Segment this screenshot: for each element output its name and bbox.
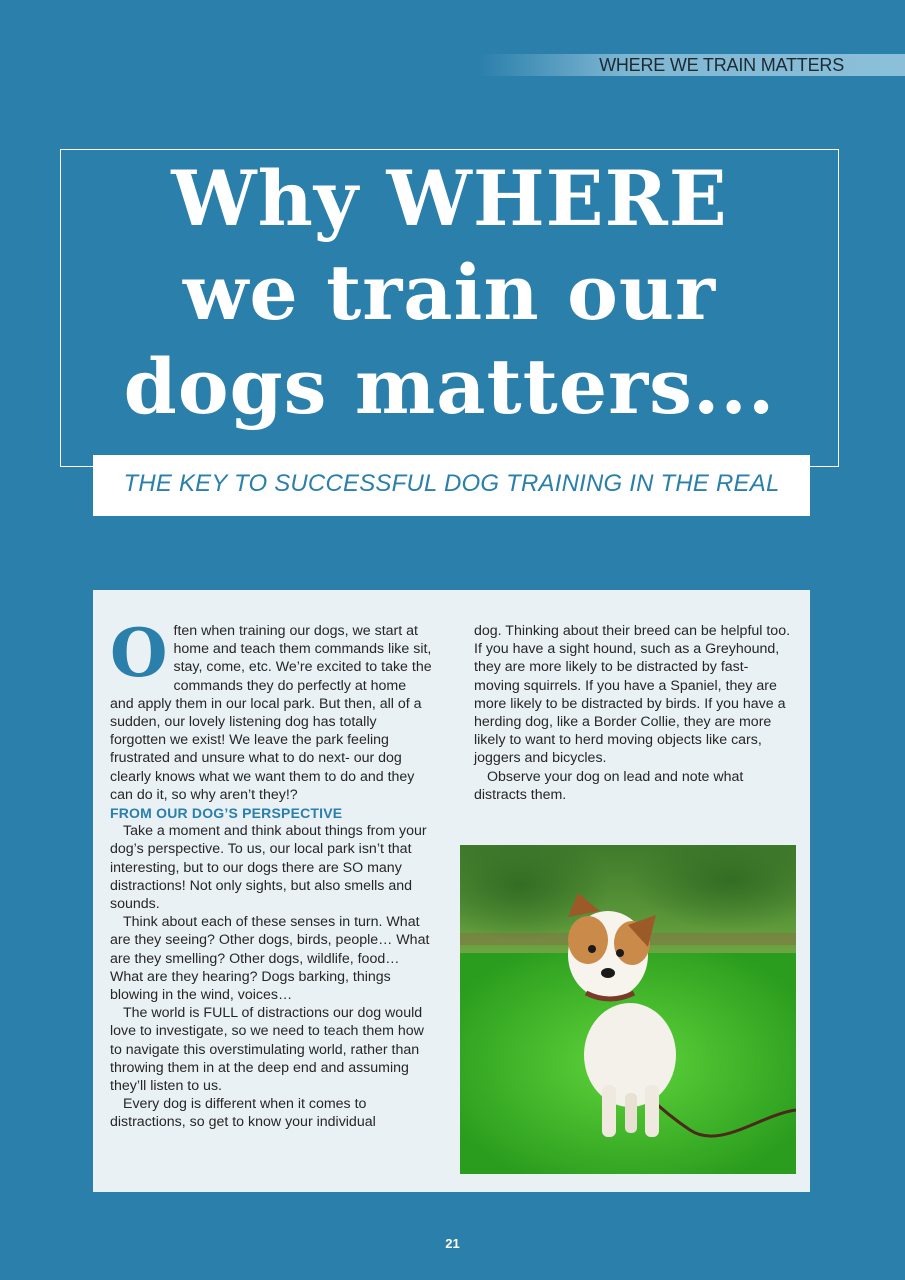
page-title xyxy=(60,152,839,434)
page-number: 21 xyxy=(445,1236,460,1251)
title-line-2: we train our xyxy=(182,248,717,337)
section-label-tab xyxy=(478,54,905,76)
body-paragraph-6: Observe your dog on lead and note what distracts them. xyxy=(474,768,744,803)
title-line-1: Why WHERE xyxy=(171,154,728,243)
body-paragraph-4: Every dog is different when it comes to distractions, so get to know your individual xyxy=(110,1096,376,1131)
intro-paragraph xyxy=(110,614,433,804)
article-column-right xyxy=(474,622,792,804)
subtitle: THE KEY TO SUCCESSFUL DOG TRAINING IN THE REAL xyxy=(123,470,780,497)
body-paragraph-1: Take a moment and think about things from your dog’s perspective. To us, our local park isn’t that interesting, but to our dogs there are SO many distractions! Not only sights, but also smells and sounds. xyxy=(110,823,427,913)
subtitle-banner xyxy=(93,455,810,516)
section-subheading: FROM OUR DOG’S PERSPECTIVE xyxy=(110,805,343,822)
title-line-3: dogs matters... xyxy=(123,342,776,431)
dog-photo-illustration xyxy=(460,845,796,1174)
intro-text: ften when training our dogs, we start at home and teach them commands like sit, stay, come, etc. We’re excited to take the commands they do perfectly at home and apply them in our local park. But then, all of a sudden, our lovely listening dog has totally forgotten we exist! We leave the park feeling frustrated and unsure what to do next- our dog clearly knows what we want them to do and they can do it, so why aren’t they!? xyxy=(110,623,432,803)
article-column-left xyxy=(110,614,433,1132)
body-paragraph-5: dog. Thinking about their breed can be helpful too. If you have a sight hound, such as a Greyhound, they are more likely to be distracted by fast-moving squirrels. If you have a Spaniel, they are more likely to be distracted by birds. If you have a herding dog, like a Border Collie, they are more likely to want to herd moving objects like cars, joggers and bicycles. xyxy=(474,623,791,767)
body-paragraph-2: Think about each of these senses in turn. What are they seeing? Other dogs, birds, people… What are they smelling? Other dogs, wildlife, food… What are they hearing? Dogs barking, things blowing in the wind, voices… xyxy=(110,914,430,1004)
drop-cap: O xyxy=(110,614,168,692)
dog-photo xyxy=(460,845,796,1174)
body-paragraph-3: The world is FULL of distractions our dog would love to investigate, so we need to teach them how to navigate this overstimulating world, rather than throwing them in at the deep end and assuming they’ll listen to us. xyxy=(110,1005,424,1095)
article-panel xyxy=(93,590,810,1192)
section-label: WHERE WE TRAIN MATTERS xyxy=(599,55,844,75)
